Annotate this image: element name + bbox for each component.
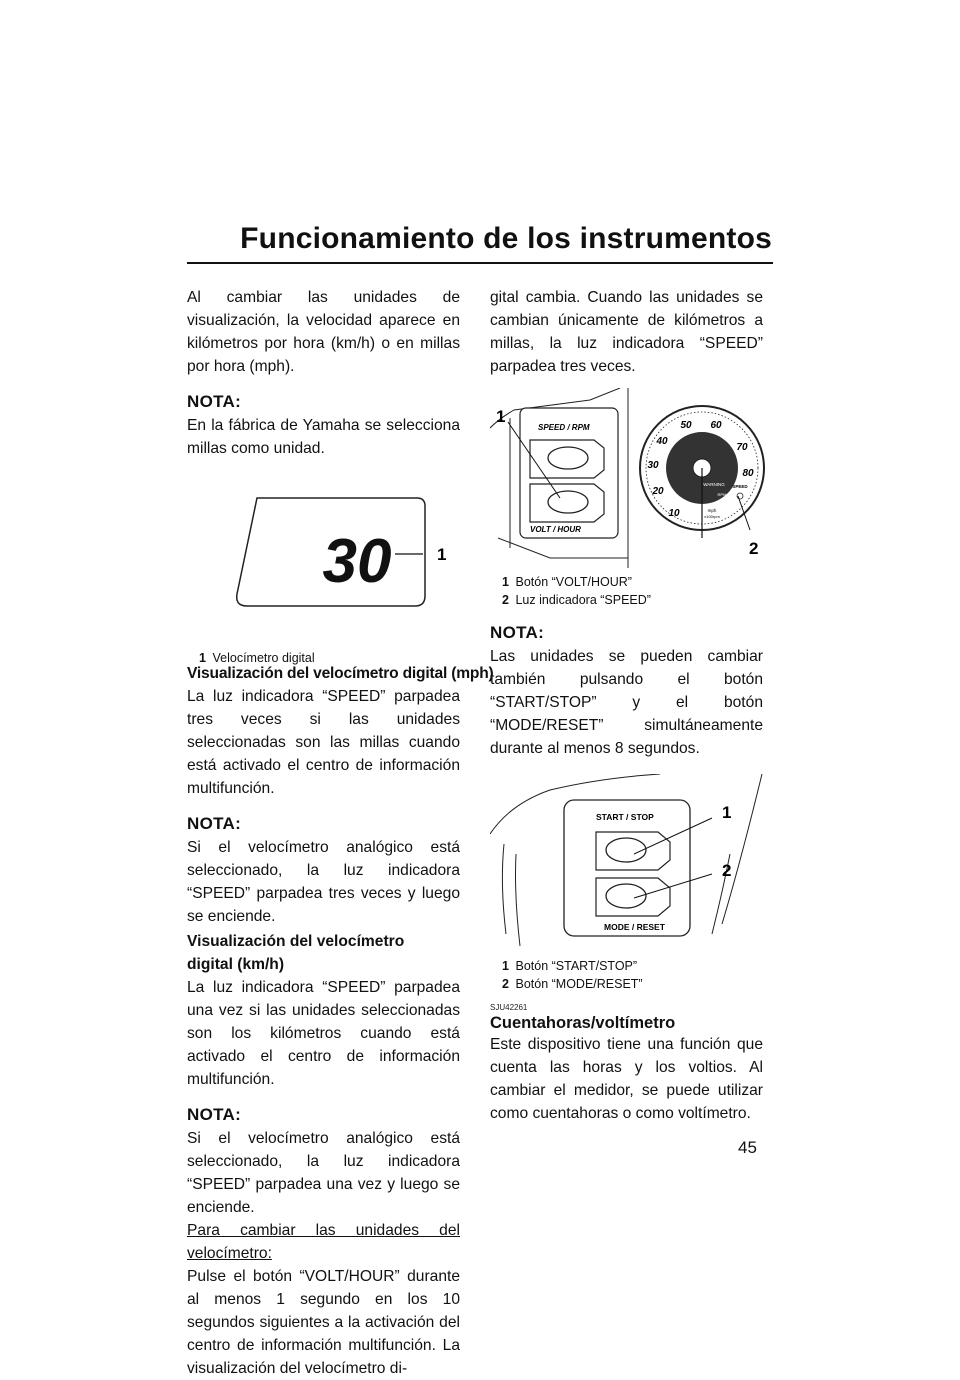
gauge-number: 20 [652, 486, 664, 497]
figure-captions [490, 957, 763, 993]
section-mph-title: Visualización del velocímetro digital (mph) [187, 665, 494, 682]
gauge-number: 80 [742, 468, 754, 479]
gauge-warning: WARNING [703, 482, 725, 487]
callout-2: 2 [722, 861, 732, 880]
label-volt-hour: VOLT / HOUR [530, 525, 581, 534]
nota-label: NOTA: [187, 1105, 242, 1124]
caption-item [502, 573, 763, 591]
title-rule [187, 262, 773, 264]
caption-number: 2 [502, 977, 509, 991]
caption-text: Velocímetro digital [212, 651, 315, 665]
digital-speedometer-figure [187, 494, 460, 665]
section-title: Cuentahoras/voltímetro [490, 1014, 676, 1032]
caption-text: Luz indicadora “SPEED” [515, 593, 651, 607]
section-kmh-title: Visualización del velocímetro digital (km/h) [187, 933, 405, 973]
label-speed-rpm: SPEED / RPM [538, 423, 590, 432]
callout-1: 1 [722, 803, 732, 822]
caption-item [502, 591, 763, 609]
start-mode-button-illustration [490, 774, 770, 950]
gauge-number: 30 [647, 460, 659, 471]
gauge-number: 50 [680, 420, 692, 431]
figure-captions [490, 573, 763, 609]
caption-number: 1 [199, 651, 206, 665]
label-start-stop: START / STOP [596, 812, 654, 822]
right-column [490, 286, 763, 1125]
nota-label: NOTA: [187, 814, 242, 833]
caption-number: 2 [502, 593, 509, 607]
section-mph-text: La luz indicadora “SPEED” parpadea tres veces si las unidades seleccionadas son las millas cuando está activado el centro de información multifunción. [187, 688, 460, 797]
callout-1: 1 [496, 407, 506, 426]
intro-paragraph: Al cambiar las unidades de visualización, la velocidad aparece en kilómetros por hora (km/h) o en millas por hora (mph). [187, 289, 460, 375]
label-mode-reset: MODE / RESET [604, 922, 665, 932]
caption-text: Botón “VOLT/HOUR” [515, 575, 632, 589]
nota-text: Las unidades se pueden cambiar también pulsando el botón “START/STOP” y el botón “MODE/RESET” simultáneamente durante al menos 8 segundos. [490, 648, 763, 757]
caption-text: Botón “MODE/RESET” [515, 977, 643, 991]
gauge-number: 40 [656, 436, 668, 447]
gauge-speed: SPEED [732, 484, 748, 489]
callout-2: 2 [749, 539, 759, 558]
gauge-units-rpm: x100rpm [704, 514, 720, 519]
gauge-units: mph [707, 508, 717, 513]
gauge-number: 60 [710, 420, 722, 431]
start-mode-figure [490, 774, 763, 993]
nota-label: NOTA: [490, 623, 545, 642]
gauge-number: 70 [736, 442, 748, 453]
callout-1: 1 [437, 545, 447, 564]
change-units-title: Para cambiar las unidades del velocímetro: [187, 1222, 460, 1262]
digital-display-digits: 30 [322, 527, 392, 596]
digital-speedometer-illustration [187, 494, 460, 624]
gauge-rpm: RPM [717, 492, 727, 497]
caption-item [502, 957, 763, 975]
nota-text: En la fábrica de Yamaha se selecciona millas como unidad. [187, 417, 460, 457]
section-text: Este dispositivo tiene una función que cuenta las horas y los voltios. Al cambiar el medidor, se puede utilizar como cuentahoras o como voltímetro. [490, 1036, 763, 1122]
speed-indicator-light [737, 493, 743, 499]
section-code: SJU42261 [490, 1003, 528, 1012]
speed-rpm-button [548, 447, 588, 469]
section-kmh-text: La luz indicadora “SPEED” parpadea una vez si las unidades seleccionadas son los kilómetros cuando está activado el centro de información multifunción. [187, 979, 460, 1088]
nota-text: Si el velocímetro analógico está seleccionado, la luz indicadora “SPEED” parpadea tres veces y luego se enciende. [187, 839, 460, 925]
volt-hour-button [548, 491, 588, 513]
page-number: 45 [738, 1138, 757, 1157]
change-units-text: Pulse el botón “VOLT/HOUR” durante al menos 1 segundo en los 10 segundos siguientes a la activación del centro de información multifunción. La visualización del velocímetro di- [187, 1268, 460, 1377]
left-column [187, 286, 494, 1380]
caption-number: 1 [502, 959, 509, 973]
speed-rpm-figure [490, 388, 763, 609]
nota-text: Si el velocímetro analógico está seleccionado, la luz indicadora “SPEED” parpadea una vez y luego se enciende. [187, 1130, 460, 1216]
page-title: Funcionamiento de los instrumentos [240, 222, 772, 255]
figure-caption [199, 649, 460, 667]
button-gauge-illustration [490, 388, 770, 568]
start-stop-button [606, 838, 646, 862]
caption-text: Botón “START/STOP” [515, 959, 638, 973]
continued-paragraph: gital cambia. Cuando las unidades se cambian únicamente de kilómetros a millas, la luz indicadora “SPEED” parpadea tres veces. [490, 289, 763, 375]
nota-label: NOTA: [187, 392, 242, 411]
caption-item [502, 975, 763, 993]
gauge-number: 10 [668, 508, 680, 519]
caption-number: 1 [502, 575, 509, 589]
